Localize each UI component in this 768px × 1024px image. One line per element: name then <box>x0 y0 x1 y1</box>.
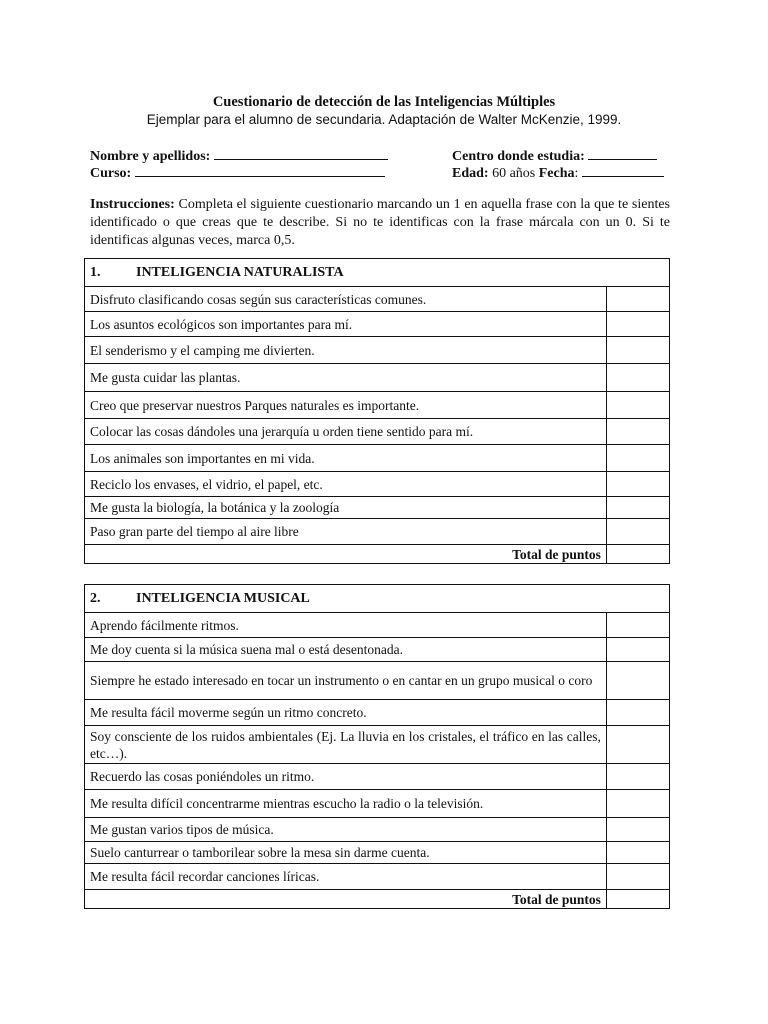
question-row <box>85 445 670 472</box>
date-label: Fecha <box>538 166 575 181</box>
score-cell[interactable] <box>606 638 669 662</box>
section-title: INTELIGENCIA MUSICAL <box>136 590 310 606</box>
question-row <box>85 818 670 842</box>
score-cell[interactable] <box>606 613 669 638</box>
section-number: 2. <box>90 590 101 606</box>
question-row <box>85 638 670 662</box>
score-cell[interactable] <box>606 497 669 519</box>
date-input-line[interactable] <box>582 164 664 177</box>
score-cell[interactable] <box>606 472 669 497</box>
score-cell[interactable] <box>606 392 669 419</box>
question-row <box>85 519 670 545</box>
score-cell[interactable] <box>606 842 669 864</box>
total-score-cell[interactable] <box>606 545 669 564</box>
center-input-line[interactable] <box>588 147 657 160</box>
question-row <box>85 337 670 364</box>
question-text: Los animales son importantes en mi vida. <box>85 445 607 472</box>
question-row <box>85 764 670 790</box>
question-row <box>85 662 670 700</box>
section-musical <box>84 584 670 909</box>
score-cell[interactable] <box>606 864 669 890</box>
total-row <box>85 890 670 909</box>
question-row <box>85 472 670 497</box>
section-number: 1. <box>90 264 101 280</box>
age-date-field <box>452 164 664 182</box>
question-text: Soy consciente de los ruidos ambientales (Ej. La lluvia en los cristales, el tráfico en las calles, etc…). <box>85 726 607 764</box>
question-text: Suelo canturrear o tamborilear sobre la mesa sin darme cuenta. <box>85 842 607 864</box>
question-text: Me gusta cuidar las plantas. <box>85 364 607 392</box>
question-text: Disfruto clasificando cosas según sus características comunes. <box>85 287 607 312</box>
question-text: Paso gran parte del tiempo al aire libre <box>85 519 607 545</box>
question-row <box>85 312 670 337</box>
instructions <box>90 196 670 250</box>
question-text: Me resulta difícil concentrarme mientras escucho la radio o la televisión. <box>85 790 607 818</box>
question-text: Me gusta la biología, la botánica y la zoología <box>85 497 607 519</box>
date-separator: : <box>574 166 579 181</box>
question-text: Recuerdo las cosas poniéndoles un ritmo. <box>85 764 607 790</box>
age-label: Edad: <box>452 166 489 181</box>
question-text: Siempre he estado interesado en tocar un instrumento o en cantar en un grupo musical o coro <box>85 662 607 700</box>
question-text: Me resulta fácil recordar canciones líricas. <box>85 864 607 890</box>
question-text: Me doy cuenta si la música suena mal o está desentonada. <box>85 638 607 662</box>
course-input-line[interactable] <box>135 164 385 177</box>
score-cell[interactable] <box>606 337 669 364</box>
course-field <box>90 164 385 182</box>
score-cell[interactable] <box>606 700 669 726</box>
question-text: Me resulta fácil moverme según un ritmo concreto. <box>85 700 607 726</box>
question-row <box>85 700 670 726</box>
instructions-label: Instrucciones: <box>90 197 175 212</box>
total-label: Total de puntos <box>85 545 607 564</box>
score-cell[interactable] <box>606 419 669 445</box>
question-text: Reciclo los envases, el vidrio, el papel, etc. <box>85 472 607 497</box>
center-field <box>452 147 657 165</box>
score-cell[interactable] <box>606 764 669 790</box>
question-row <box>85 497 670 519</box>
score-cell[interactable] <box>606 662 669 700</box>
question-text: Aprendo fácilmente ritmos. <box>85 613 607 638</box>
center-label: Centro donde estudia: <box>452 149 585 164</box>
question-text: Colocar las cosas dándoles una jerarquía u orden tiene sentido para mí. <box>85 419 607 445</box>
name-label: Nombre y apellidos: <box>90 149 211 164</box>
question-row <box>85 287 670 312</box>
question-row <box>85 726 670 764</box>
document-subtitle: Ejemplar para el alumno de secundaria. Adaptación de Walter McKenzie, 1999. <box>146 112 622 127</box>
score-cell[interactable] <box>606 287 669 312</box>
question-row <box>85 842 670 864</box>
score-cell[interactable] <box>606 818 669 842</box>
course-label: Curso: <box>90 166 132 181</box>
instructions-text: Completa el siguiente cuestionario marcando un 1 en aquella frase con la que te sientes identificado o que creas que te describe. Si no te identificas con la frase márcala con un 0. Si te identificas algunas veces, marca 0,5. <box>90 197 670 248</box>
question-row <box>85 364 670 392</box>
section-naturalista <box>84 258 670 564</box>
total-score-cell[interactable] <box>606 890 669 909</box>
age-value: 60 años <box>492 166 536 181</box>
question-row <box>85 392 670 419</box>
total-label: Total de puntos <box>85 890 607 909</box>
question-row <box>85 864 670 890</box>
score-cell[interactable] <box>606 312 669 337</box>
score-cell[interactable] <box>606 726 669 764</box>
question-row <box>85 419 670 445</box>
section-title: INTELIGENCIA NATURALISTA <box>136 264 344 280</box>
score-cell[interactable] <box>606 519 669 545</box>
question-text: Me gustan varios tipos de música. <box>85 818 607 842</box>
name-input-line[interactable] <box>214 147 388 160</box>
total-row <box>85 545 670 564</box>
question-row <box>85 790 670 818</box>
name-field <box>90 147 388 165</box>
score-cell[interactable] <box>606 364 669 392</box>
question-text: Creo que preservar nuestros Parques naturales es importante. <box>85 392 607 419</box>
question-text: Los asuntos ecológicos son importantes para mí. <box>85 312 607 337</box>
section-header <box>85 259 670 287</box>
document-title: Cuestionario de detección de las Inteligencias Múltiples <box>212 94 556 110</box>
score-cell[interactable] <box>606 445 669 472</box>
section-header <box>85 585 670 613</box>
question-row <box>85 613 670 638</box>
score-cell[interactable] <box>606 790 669 818</box>
question-text: El senderismo y el camping me divierten. <box>85 337 607 364</box>
